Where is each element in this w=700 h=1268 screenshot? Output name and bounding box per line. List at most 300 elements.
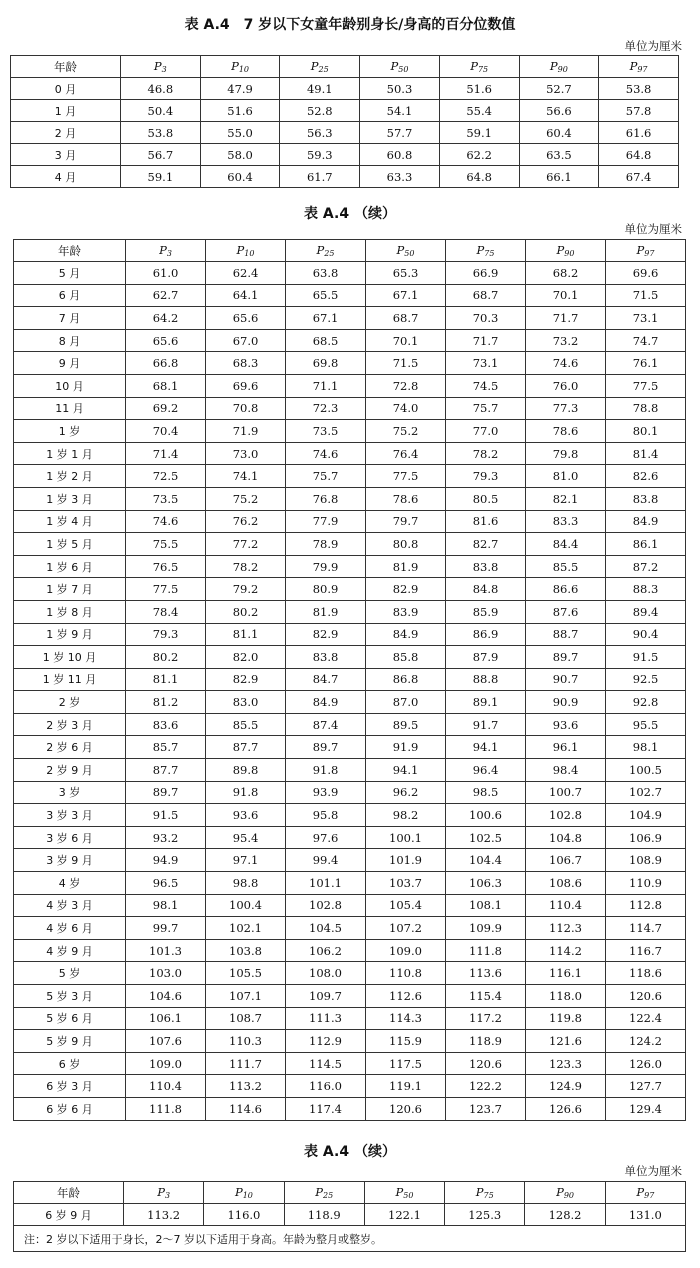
value-cell: 114.2: [526, 939, 606, 962]
value-cell: 111.8: [126, 1097, 206, 1120]
value-cell: 77.9: [286, 510, 366, 533]
value-cell: 78.6: [366, 487, 446, 510]
value-cell: 108.0: [286, 962, 366, 985]
value-cell: 77.5: [126, 578, 206, 601]
value-cell: 98.4: [526, 759, 606, 782]
value-cell: 131.0: [605, 1204, 685, 1226]
value-cell: 79.8: [526, 442, 606, 465]
value-cell: 61.6: [599, 122, 679, 144]
value-cell: 68.7: [446, 284, 526, 307]
table-row: [14, 1097, 686, 1120]
value-cell: 69.6: [606, 262, 686, 285]
value-cell: 52.7: [519, 78, 599, 100]
value-cell: 61.7: [280, 166, 360, 188]
value-cell: 77.0: [446, 420, 526, 443]
value-cell: 79.3: [446, 465, 526, 488]
value-cell: 74.6: [286, 442, 366, 465]
value-cell: 83.8: [606, 487, 686, 510]
value-cell: 75.2: [206, 487, 286, 510]
table-row: [14, 939, 686, 962]
age-cell: 9 月: [14, 352, 126, 375]
value-cell: 93.6: [206, 804, 286, 827]
value-cell: 129.4: [606, 1097, 686, 1120]
value-cell: 71.4: [126, 442, 206, 465]
value-cell: 85.9: [446, 600, 526, 623]
value-cell: 61.0: [126, 262, 206, 285]
value-cell: 89.1: [446, 691, 526, 714]
percentile-column-header: $P_{90}$: [525, 1182, 605, 1204]
age-cell: 1 岁 2 月: [14, 465, 126, 488]
value-cell: 105.5: [206, 962, 286, 985]
value-cell: 96.4: [446, 759, 526, 782]
value-cell: 86.9: [446, 623, 526, 646]
value-cell: 76.1: [606, 352, 686, 375]
value-cell: 71.5: [366, 352, 446, 375]
table-row: [14, 600, 686, 623]
value-cell: 87.9: [446, 646, 526, 669]
value-cell: 119.1: [366, 1075, 446, 1098]
value-cell: 72.5: [126, 465, 206, 488]
age-cell: 2 岁: [14, 691, 126, 714]
percentile-column-header: $P_3$: [126, 240, 206, 262]
value-cell: 89.7: [526, 646, 606, 669]
value-cell: 89.7: [126, 781, 206, 804]
value-cell: 120.6: [366, 1097, 446, 1120]
value-cell: 107.6: [126, 1030, 206, 1053]
table-row: [14, 374, 686, 397]
value-cell: 100.6: [446, 804, 526, 827]
table-row: [11, 78, 679, 100]
value-cell: 108.6: [526, 872, 606, 895]
value-cell: 82.1: [526, 487, 606, 510]
percentile-column-header: $P_{10}$: [206, 240, 286, 262]
value-cell: 53.8: [599, 78, 679, 100]
value-cell: 112.9: [286, 1030, 366, 1053]
value-cell: 85.8: [366, 646, 446, 669]
value-cell: 123.7: [446, 1097, 526, 1120]
age-cell: 5 月: [14, 262, 126, 285]
table-row: [14, 420, 686, 443]
percentile-column-header: $P_{25}$: [280, 56, 360, 78]
age-cell: 5 岁: [14, 962, 126, 985]
percentile-column-header: $P_{10}$: [200, 56, 280, 78]
percentile-table-2: [13, 239, 686, 1121]
percentile-table-3: [13, 1181, 686, 1252]
header-row: [11, 56, 679, 78]
value-cell: 83.0: [206, 691, 286, 714]
value-cell: 65.6: [206, 307, 286, 330]
age-cell: 6 月: [14, 284, 126, 307]
value-cell: 118.9: [284, 1204, 364, 1226]
value-cell: 83.8: [446, 555, 526, 578]
value-cell: 115.9: [366, 1030, 446, 1053]
value-cell: 76.2: [206, 510, 286, 533]
age-cell: 0 月: [11, 78, 121, 100]
value-cell: 76.5: [126, 555, 206, 578]
value-cell: 97.6: [286, 826, 366, 849]
value-cell: 103.8: [206, 939, 286, 962]
age-column-header: 年龄: [11, 56, 121, 78]
value-cell: 90.7: [526, 668, 606, 691]
age-cell: 3 月: [11, 144, 121, 166]
value-cell: 62.7: [126, 284, 206, 307]
age-cell: 1 岁 3 月: [14, 487, 126, 510]
percentile-column-header: $P_{75}$: [446, 240, 526, 262]
value-cell: 112.3: [526, 917, 606, 940]
value-cell: 110.9: [606, 872, 686, 895]
value-cell: 87.0: [366, 691, 446, 714]
value-cell: 125.3: [445, 1204, 525, 1226]
value-cell: 49.1: [280, 78, 360, 100]
value-cell: 104.6: [126, 985, 206, 1008]
table-row: [14, 465, 686, 488]
table-row: [14, 962, 686, 985]
value-cell: 76.4: [366, 442, 446, 465]
value-cell: 102.5: [446, 826, 526, 849]
value-cell: 111.3: [286, 1007, 366, 1030]
value-cell: 74.5: [446, 374, 526, 397]
value-cell: 106.9: [606, 826, 686, 849]
value-cell: 81.1: [206, 623, 286, 646]
table-row: [14, 1007, 686, 1030]
value-cell: 70.8: [206, 397, 286, 420]
table-row: [14, 555, 686, 578]
value-cell: 110.3: [206, 1030, 286, 1053]
value-cell: 98.8: [206, 872, 286, 895]
table-continued-title: 表 A.4 （续）: [304, 206, 396, 222]
value-cell: 65.3: [366, 262, 446, 285]
value-cell: 76.8: [286, 487, 366, 510]
table-row: [14, 442, 686, 465]
value-cell: 78.4: [126, 600, 206, 623]
value-cell: 71.7: [446, 329, 526, 352]
age-cell: 4 月: [11, 166, 121, 188]
value-cell: 91.9: [366, 736, 446, 759]
value-cell: 58.0: [200, 144, 280, 166]
value-cell: 84.9: [606, 510, 686, 533]
value-cell: 113.6: [446, 962, 526, 985]
value-cell: 116.0: [286, 1075, 366, 1098]
table-row: [14, 804, 686, 827]
table-title: 表 A.4 7 岁以下女童年龄别身长/身高的百分位数值: [184, 17, 516, 33]
value-cell: 74.6: [126, 510, 206, 533]
value-cell: 94.9: [126, 849, 206, 872]
percentile-table-1: [10, 55, 679, 188]
value-cell: 104.4: [446, 849, 526, 872]
value-cell: 78.8: [606, 397, 686, 420]
value-cell: 77.5: [606, 374, 686, 397]
percentile-column-header: $P_{97}$: [605, 1182, 685, 1204]
table-row: [14, 872, 686, 895]
value-cell: 80.9: [286, 578, 366, 601]
age-cell: 1 岁 4 月: [14, 510, 126, 533]
value-cell: 81.1: [126, 668, 206, 691]
age-cell: 1 岁 10 月: [14, 646, 126, 669]
value-cell: 89.4: [606, 600, 686, 623]
value-cell: 102.8: [286, 894, 366, 917]
age-cell: 2 月: [11, 122, 121, 144]
value-cell: 56.7: [121, 144, 201, 166]
value-cell: 89.8: [206, 759, 286, 782]
value-cell: 100.5: [606, 759, 686, 782]
value-cell: 81.4: [606, 442, 686, 465]
age-cell: 1 岁 5 月: [14, 533, 126, 556]
value-cell: 82.7: [446, 533, 526, 556]
value-cell: 116.7: [606, 939, 686, 962]
value-cell: 102.8: [526, 804, 606, 827]
table-row: [14, 1030, 686, 1053]
table-row: [14, 623, 686, 646]
unit-label: 单位为厘米: [624, 39, 682, 53]
value-cell: 81.2: [126, 691, 206, 714]
value-cell: 111.8: [446, 939, 526, 962]
age-cell: 6 岁: [14, 1052, 126, 1075]
value-cell: 81.6: [446, 510, 526, 533]
age-cell: 4 岁 3 月: [14, 894, 126, 917]
age-cell: 2 岁 3 月: [14, 713, 126, 736]
value-cell: 77.5: [366, 465, 446, 488]
value-cell: 67.1: [366, 284, 446, 307]
value-cell: 91.5: [126, 804, 206, 827]
value-cell: 106.2: [286, 939, 366, 962]
value-cell: 68.3: [206, 352, 286, 375]
value-cell: 84.7: [286, 668, 366, 691]
value-cell: 94.1: [366, 759, 446, 782]
value-cell: 85.5: [526, 555, 606, 578]
age-cell: 5 岁 6 月: [14, 1007, 126, 1030]
value-cell: 72.8: [366, 374, 446, 397]
value-cell: 51.6: [439, 78, 519, 100]
value-cell: 100.4: [206, 894, 286, 917]
value-cell: 76.0: [526, 374, 606, 397]
value-cell: 83.6: [126, 713, 206, 736]
value-cell: 118.0: [526, 985, 606, 1008]
value-cell: 101.1: [286, 872, 366, 895]
value-cell: 66.9: [446, 262, 526, 285]
value-cell: 116.1: [526, 962, 606, 985]
value-cell: 91.8: [286, 759, 366, 782]
age-cell: 3 岁 6 月: [14, 826, 126, 849]
age-cell: 1 岁 9 月: [14, 623, 126, 646]
value-cell: 103.0: [126, 962, 206, 985]
value-cell: 101.3: [126, 939, 206, 962]
value-cell: 112.8: [606, 894, 686, 917]
value-cell: 84.9: [286, 691, 366, 714]
value-cell: 63.3: [360, 166, 440, 188]
table-row: [14, 917, 686, 940]
value-cell: 98.1: [606, 736, 686, 759]
value-cell: 73.0: [206, 442, 286, 465]
age-cell: 1 岁: [14, 420, 126, 443]
value-cell: 79.3: [126, 623, 206, 646]
value-cell: 79.2: [206, 578, 286, 601]
value-cell: 70.3: [446, 307, 526, 330]
value-cell: 64.8: [439, 166, 519, 188]
value-cell: 87.4: [286, 713, 366, 736]
value-cell: 66.1: [519, 166, 599, 188]
value-cell: 60.4: [519, 122, 599, 144]
table-row: [14, 1075, 686, 1098]
age-cell: 4 岁 6 月: [14, 917, 126, 940]
value-cell: 102.1: [206, 917, 286, 940]
age-cell: 6 岁 6 月: [14, 1097, 126, 1120]
value-cell: 60.8: [360, 144, 440, 166]
value-cell: 68.5: [286, 329, 366, 352]
table-row: [11, 100, 679, 122]
value-cell: 74.7: [606, 329, 686, 352]
value-cell: 122.1: [364, 1204, 444, 1226]
value-cell: 120.6: [446, 1052, 526, 1075]
value-cell: 63.5: [519, 144, 599, 166]
percentile-column-header: $P_{90}$: [519, 56, 599, 78]
percentile-column-header: $P_{97}$: [599, 56, 679, 78]
value-cell: 74.1: [206, 465, 286, 488]
value-cell: 96.1: [526, 736, 606, 759]
value-cell: 57.8: [599, 100, 679, 122]
percentile-column-header: $P_{90}$: [526, 240, 606, 262]
value-cell: 73.1: [446, 352, 526, 375]
header-row: [14, 240, 686, 262]
table-row: [11, 166, 679, 188]
value-cell: 65.6: [126, 329, 206, 352]
value-cell: 62.4: [206, 262, 286, 285]
value-cell: 81.0: [526, 465, 606, 488]
value-cell: 57.7: [360, 122, 440, 144]
value-cell: 77.2: [206, 533, 286, 556]
value-cell: 106.1: [126, 1007, 206, 1030]
value-cell: 96.2: [366, 781, 446, 804]
value-cell: 104.8: [526, 826, 606, 849]
value-cell: 88.8: [446, 668, 526, 691]
value-cell: 109.0: [366, 939, 446, 962]
table-row: [14, 781, 686, 804]
value-cell: 114.5: [286, 1052, 366, 1075]
age-cell: 6 岁 3 月: [14, 1075, 126, 1098]
value-cell: 73.1: [606, 307, 686, 330]
value-cell: 83.8: [286, 646, 366, 669]
value-cell: 71.5: [606, 284, 686, 307]
value-cell: 78.2: [446, 442, 526, 465]
table-row: [14, 397, 686, 420]
value-cell: 98.2: [366, 804, 446, 827]
value-cell: 74.0: [366, 397, 446, 420]
value-cell: 87.7: [206, 736, 286, 759]
value-cell: 106.7: [526, 849, 606, 872]
value-cell: 64.2: [126, 307, 206, 330]
value-cell: 122.2: [446, 1075, 526, 1098]
value-cell: 115.4: [446, 985, 526, 1008]
value-cell: 84.4: [526, 533, 606, 556]
value-cell: 98.1: [126, 894, 206, 917]
value-cell: 117.2: [446, 1007, 526, 1030]
value-cell: 68.2: [526, 262, 606, 285]
age-cell: 5 岁 9 月: [14, 1030, 126, 1053]
value-cell: 111.7: [206, 1052, 286, 1075]
value-cell: 82.6: [606, 465, 686, 488]
table-row: [14, 1052, 686, 1075]
value-cell: 110.4: [526, 894, 606, 917]
value-cell: 84.9: [366, 623, 446, 646]
value-cell: 81.9: [366, 555, 446, 578]
unit-label: 单位为厘米: [624, 1164, 682, 1178]
value-cell: 124.2: [606, 1030, 686, 1053]
value-cell: 78.6: [526, 420, 606, 443]
table-row: [14, 849, 686, 872]
value-cell: 86.8: [366, 668, 446, 691]
table-row: [14, 759, 686, 782]
table-row: [11, 122, 679, 144]
value-cell: 108.7: [206, 1007, 286, 1030]
value-cell: 89.5: [366, 713, 446, 736]
percentile-column-header: $P_{97}$: [606, 240, 686, 262]
age-cell: 1 月: [11, 100, 121, 122]
table-row: [14, 646, 686, 669]
value-cell: 124.9: [526, 1075, 606, 1098]
value-cell: 75.7: [446, 397, 526, 420]
value-cell: 55.4: [439, 100, 519, 122]
value-cell: 77.3: [526, 397, 606, 420]
value-cell: 63.8: [286, 262, 366, 285]
age-column-header: 年龄: [14, 1182, 124, 1204]
value-cell: 70.4: [126, 420, 206, 443]
value-cell: 113.2: [206, 1075, 286, 1098]
value-cell: 90.9: [526, 691, 606, 714]
value-cell: 119.8: [526, 1007, 606, 1030]
table-note: 注：2 岁以下适用于身长，2～7 岁以下适用于身高。年龄为整月或整岁。: [14, 1226, 686, 1252]
value-cell: 80.2: [206, 600, 286, 623]
value-cell: 121.6: [526, 1030, 606, 1053]
value-cell: 127.7: [606, 1075, 686, 1098]
value-cell: 109.0: [126, 1052, 206, 1075]
value-cell: 71.1: [286, 374, 366, 397]
value-cell: 82.9: [286, 623, 366, 646]
value-cell: 109.9: [446, 917, 526, 940]
value-cell: 98.5: [446, 781, 526, 804]
value-cell: 87.6: [526, 600, 606, 623]
value-cell: 123.3: [526, 1052, 606, 1075]
value-cell: 117.4: [286, 1097, 366, 1120]
value-cell: 104.9: [606, 804, 686, 827]
value-cell: 80.2: [126, 646, 206, 669]
age-column-header: 年龄: [14, 240, 126, 262]
value-cell: 50.4: [121, 100, 201, 122]
value-cell: 126.6: [526, 1097, 606, 1120]
age-cell: 4 岁: [14, 872, 126, 895]
value-cell: 122.4: [606, 1007, 686, 1030]
value-cell: 86.6: [526, 578, 606, 601]
value-cell: 110.4: [126, 1075, 206, 1098]
table-continued-title: 表 A.4 （续）: [304, 1144, 396, 1160]
value-cell: 81.9: [286, 600, 366, 623]
value-cell: 83.3: [526, 510, 606, 533]
value-cell: 69.2: [126, 397, 206, 420]
age-cell: 1 岁 1 月: [14, 442, 126, 465]
value-cell: 88.7: [526, 623, 606, 646]
value-cell: 93.2: [126, 826, 206, 849]
value-cell: 95.5: [606, 713, 686, 736]
table-row: [14, 894, 686, 917]
value-cell: 78.2: [206, 555, 286, 578]
value-cell: 55.0: [200, 122, 280, 144]
percentile-column-header: $P_{50}$: [366, 240, 446, 262]
age-cell: 6 岁 9 月: [14, 1204, 124, 1226]
value-cell: 82.0: [206, 646, 286, 669]
value-cell: 59.1: [439, 122, 519, 144]
percentile-column-header: $P_{25}$: [284, 1182, 364, 1204]
age-cell: 2 岁 9 月: [14, 759, 126, 782]
value-cell: 106.3: [446, 872, 526, 895]
value-cell: 85.5: [206, 713, 286, 736]
